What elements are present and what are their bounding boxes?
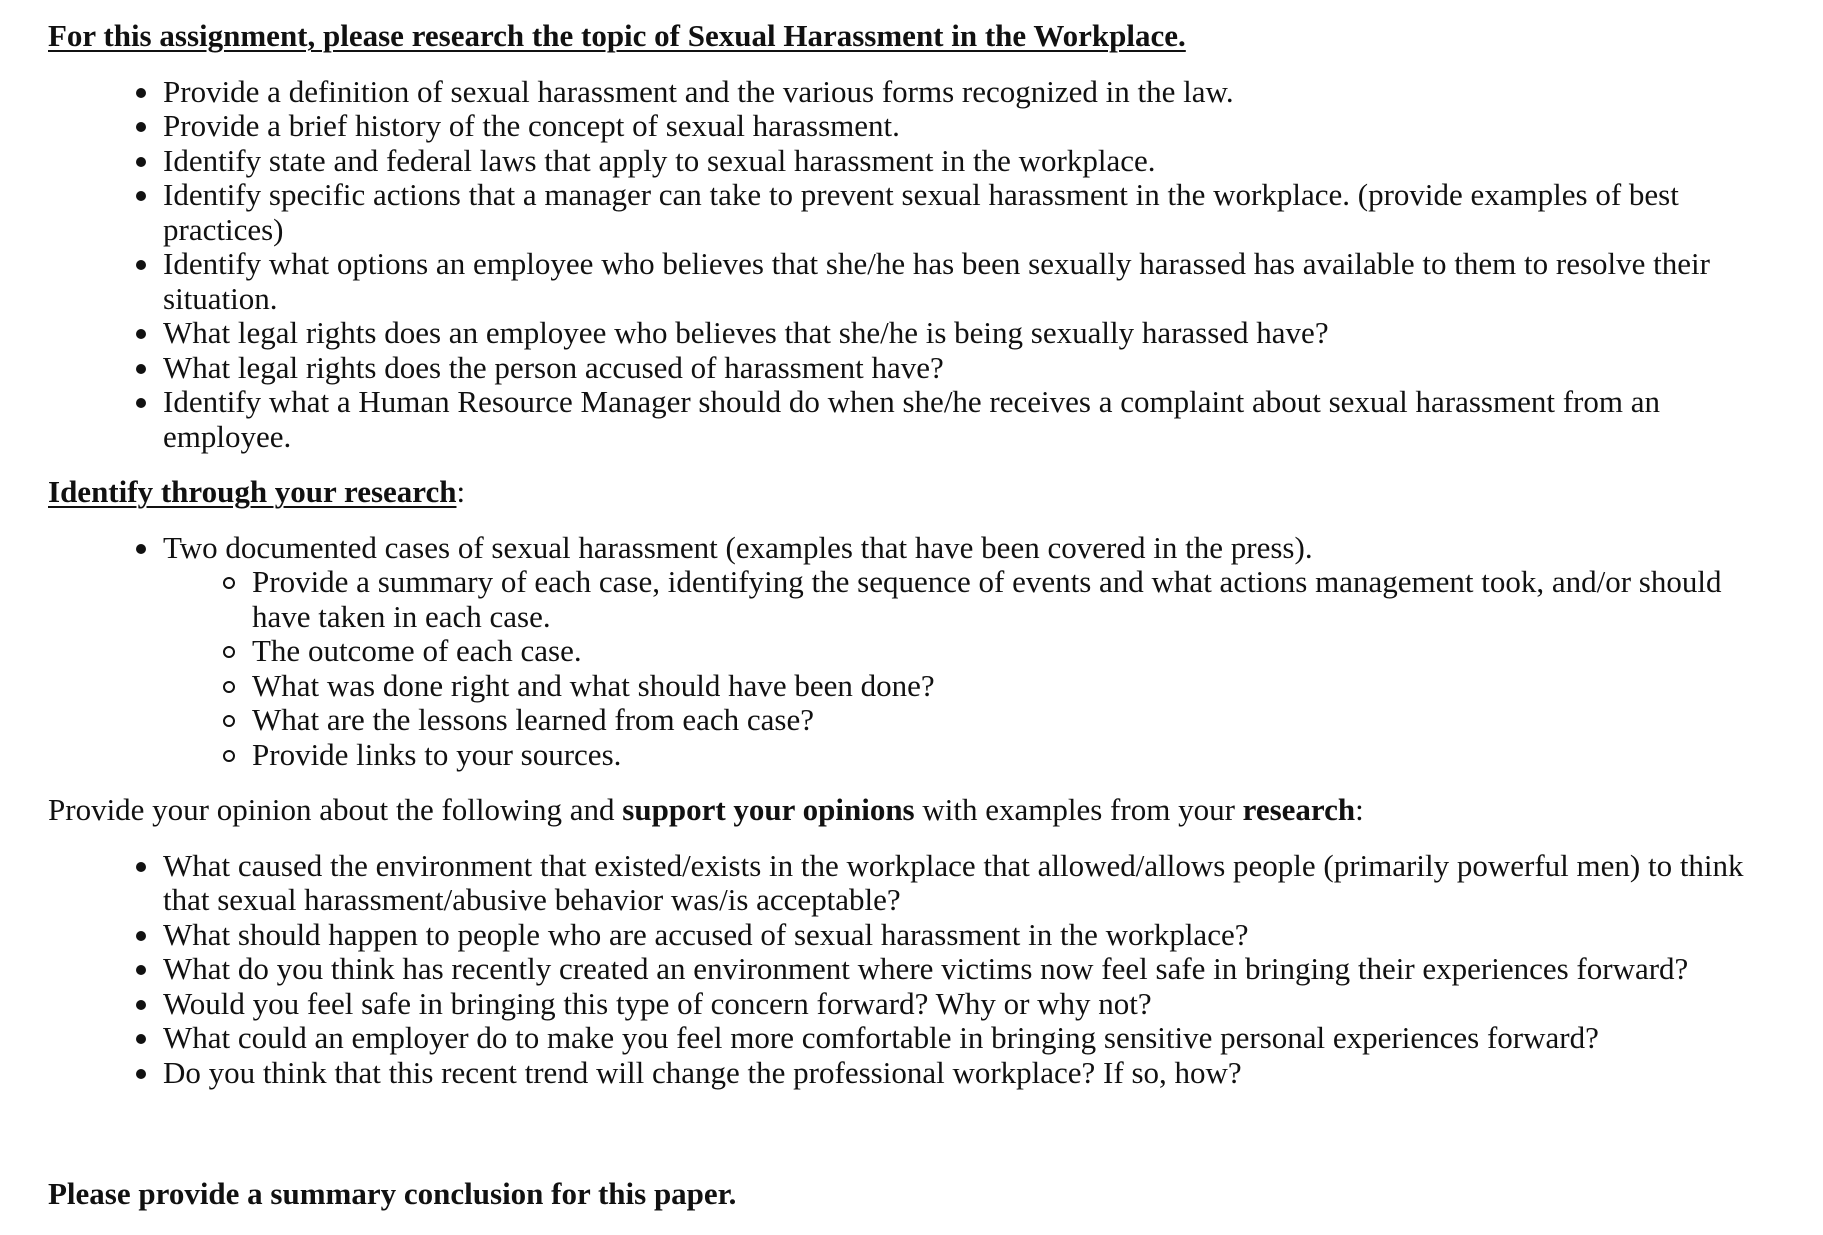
list-item: What do you think has recently created an environment where victims now feel safe in bringing their experiences forward? (163, 952, 1783, 987)
list-item: What should happen to people who are accused of sexual harassment in the workplace? (163, 918, 1783, 953)
opinion-intro-bold2: research (1242, 792, 1356, 827)
list-item: Identify specific actions that a manager can take to prevent sexual harassment in the workplace. (provide examples of best practices) (163, 178, 1783, 247)
opinion-intro-part1: Provide your opinion about the following and (48, 792, 623, 827)
opinion-intro-part3: : (1355, 792, 1364, 827)
list-item: What legal rights does the person accused of harassment have? (163, 351, 1783, 386)
research-list (48, 531, 1783, 773)
sub-list-item: Provide a summary of each case, identifying the sequence of events and what actions management took, and/or should have taken in each case. (252, 565, 1783, 634)
list-item: Do you think that this recent trend will change the professional workplace? If so, how? (163, 1056, 1783, 1091)
research-heading (48, 475, 1823, 510)
sub-list-item: What was done right and what should have been done? (252, 669, 1783, 704)
research-heading-colon: : (456, 474, 466, 509)
opinion-list (48, 849, 1783, 1091)
list-item: Provide a definition of sexual harassment and the various forms recognized in the law. (163, 75, 1783, 110)
opinion-intro-part2: with examples from your (914, 792, 1243, 827)
list-item: What legal rights does an employee who believes that she/he is being sexually harassed have? (163, 316, 1783, 351)
research-item-text: Two documented cases of sexual harassment (examples that have been covered in the press). (163, 529, 1313, 565)
list-item: What caused the environment that existed/exists in the workplace that allowed/allows people (primarily powerful men) to think that sexual harassment/abusive behavior was/is acceptable? (163, 849, 1783, 918)
conclusion-text: Please provide a summary conclusion for this paper. (48, 1176, 737, 1211)
assignment-title: For this assignment, please research the topic of Sexual Harassment in the Workplace. (48, 18, 1186, 53)
list-item: Identify what a Human Resource Manager should do when she/he receives a complaint about sexual harassment from an employee. (163, 385, 1783, 454)
sub-list-item: What are the lessons learned from each case? (252, 703, 1783, 738)
sub-list-item: Provide links to your sources. (252, 738, 1783, 773)
sub-list-item: The outcome of each case. (252, 634, 1783, 669)
research-heading-text: Identify through your research (48, 474, 457, 509)
list-item: What could an employer do to make you feel more comfortable in bringing sensitive personal experiences forward? (163, 1021, 1783, 1056)
task-list (48, 75, 1783, 455)
opinion-intro (48, 793, 1823, 828)
list-item (163, 531, 1783, 773)
list-item: Identify what options an employee who believes that she/he has been sexually harassed has available to them to resolve their situation. (163, 247, 1783, 316)
list-item: Identify state and federal laws that apply to sexual harassment in the workplace. (163, 144, 1783, 179)
research-sublist (163, 565, 1783, 772)
opinion-intro-bold1: support your opinions (622, 792, 915, 827)
list-item: Would you feel safe in bringing this type of concern forward? Why or why not? (163, 987, 1783, 1022)
list-item: Provide a brief history of the concept of sexual harassment. (163, 109, 1783, 144)
